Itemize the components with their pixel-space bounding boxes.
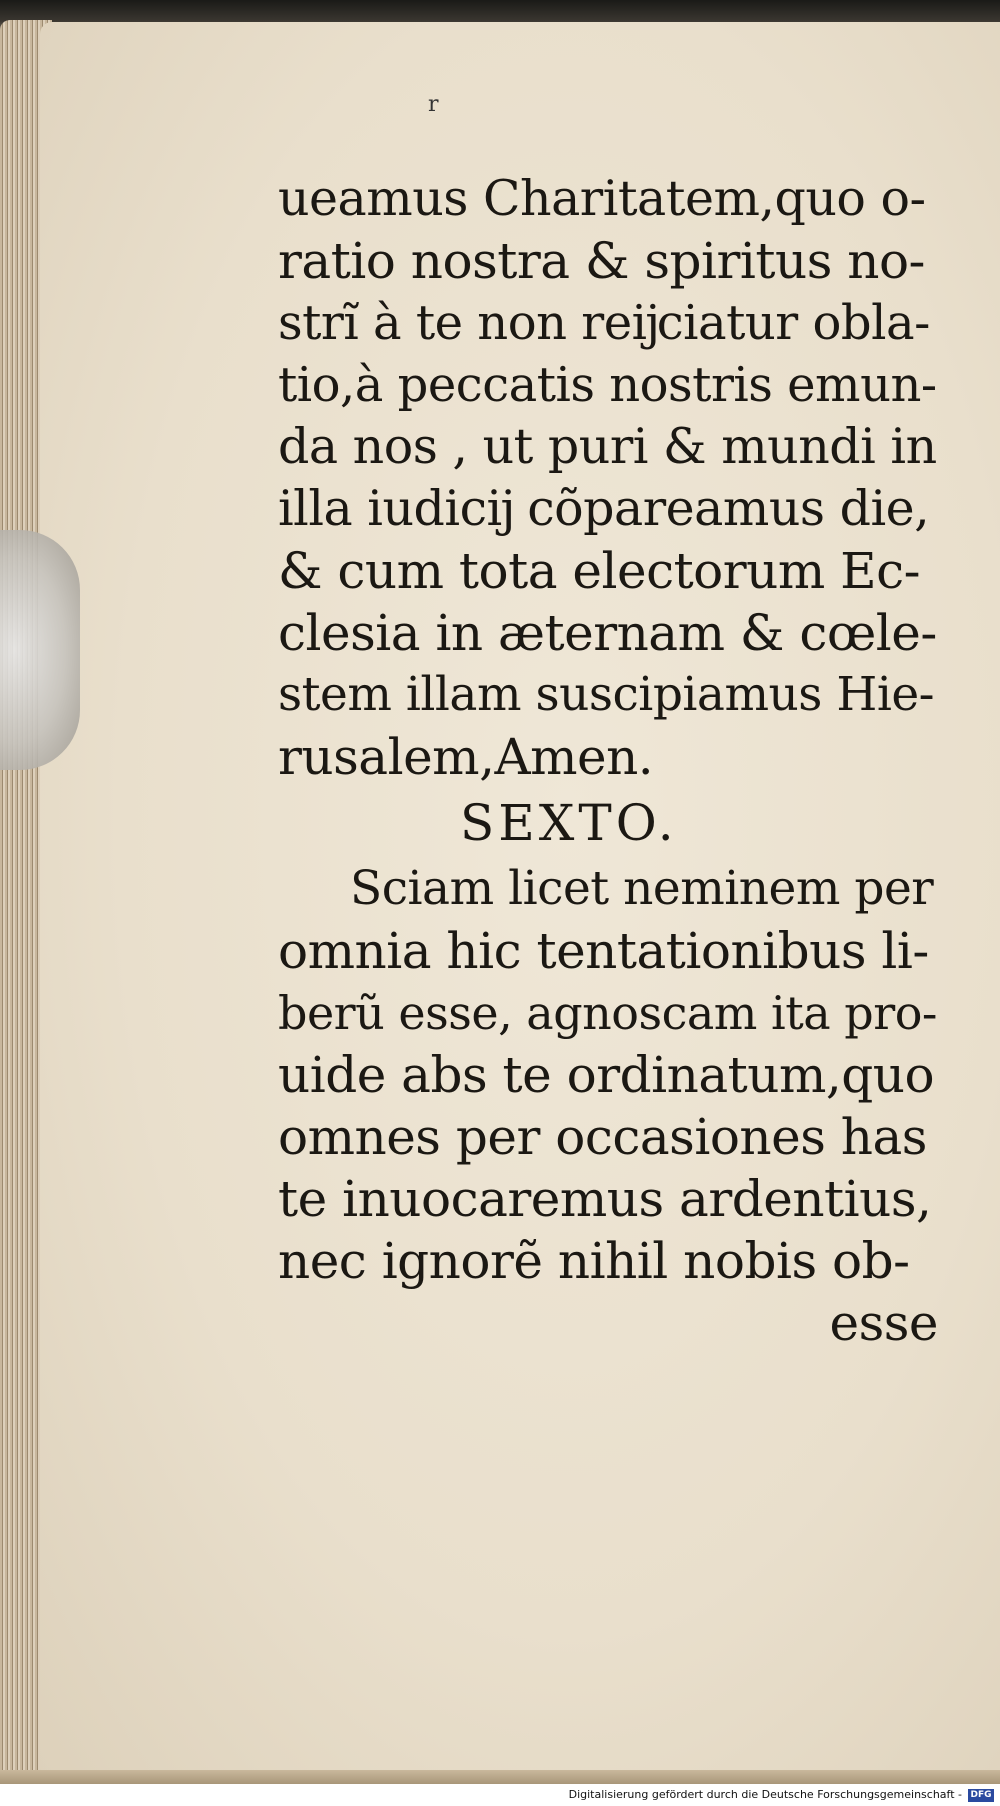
- text-line: uide abs te ordinatum,quo: [278, 1046, 935, 1104]
- book-bottom-edge: [0, 1770, 1000, 1784]
- page-top-mark: r: [428, 92, 439, 117]
- text-line: illa iudicĳ cõpareamus die,: [278, 480, 930, 537]
- text-line: berũ esse, agnoscam ita pro-: [278, 986, 937, 1040]
- page-holder-clip: [0, 530, 80, 770]
- text-line: stem illam suscipiamus Hie-: [278, 667, 935, 722]
- text-line: strĩ à te non reĳciatur obla-: [278, 295, 930, 351]
- text-line: te inuocaremus ardentius,: [278, 1170, 932, 1228]
- text-line: & cum tota electorum Ec-: [278, 542, 921, 600]
- text-line: clesia in æternam & cœle-: [278, 604, 937, 662]
- text-line: omnia hic tentationibus li-: [278, 922, 929, 980]
- digitization-credit: Digitalisierung gefördert durch die Deutsche Forschungsgemeinschaft -: [568, 1788, 962, 1801]
- text-line: ueamus Charitatem,quo o-: [278, 170, 926, 227]
- text-line: tio,à peccatis nostris emun-: [278, 357, 937, 413]
- text-line: omnes per occasiones has: [278, 1108, 927, 1166]
- section-heading: SEXTO.: [460, 794, 678, 852]
- text-line: ratio nostra & spiritus no-: [278, 232, 925, 290]
- text-line: Sciam licet neminem per: [350, 861, 934, 916]
- page-text: [278, 168, 938, 1354]
- catchword: esse: [829, 1294, 938, 1352]
- dfg-logo: DFG: [968, 1789, 994, 1802]
- text-line: nec ignorẽ nihil nobis ob-: [278, 1232, 910, 1290]
- text-line: da nos , ut puri & mundi in: [278, 418, 937, 475]
- text-line: rusalem,Amen.: [278, 728, 654, 786]
